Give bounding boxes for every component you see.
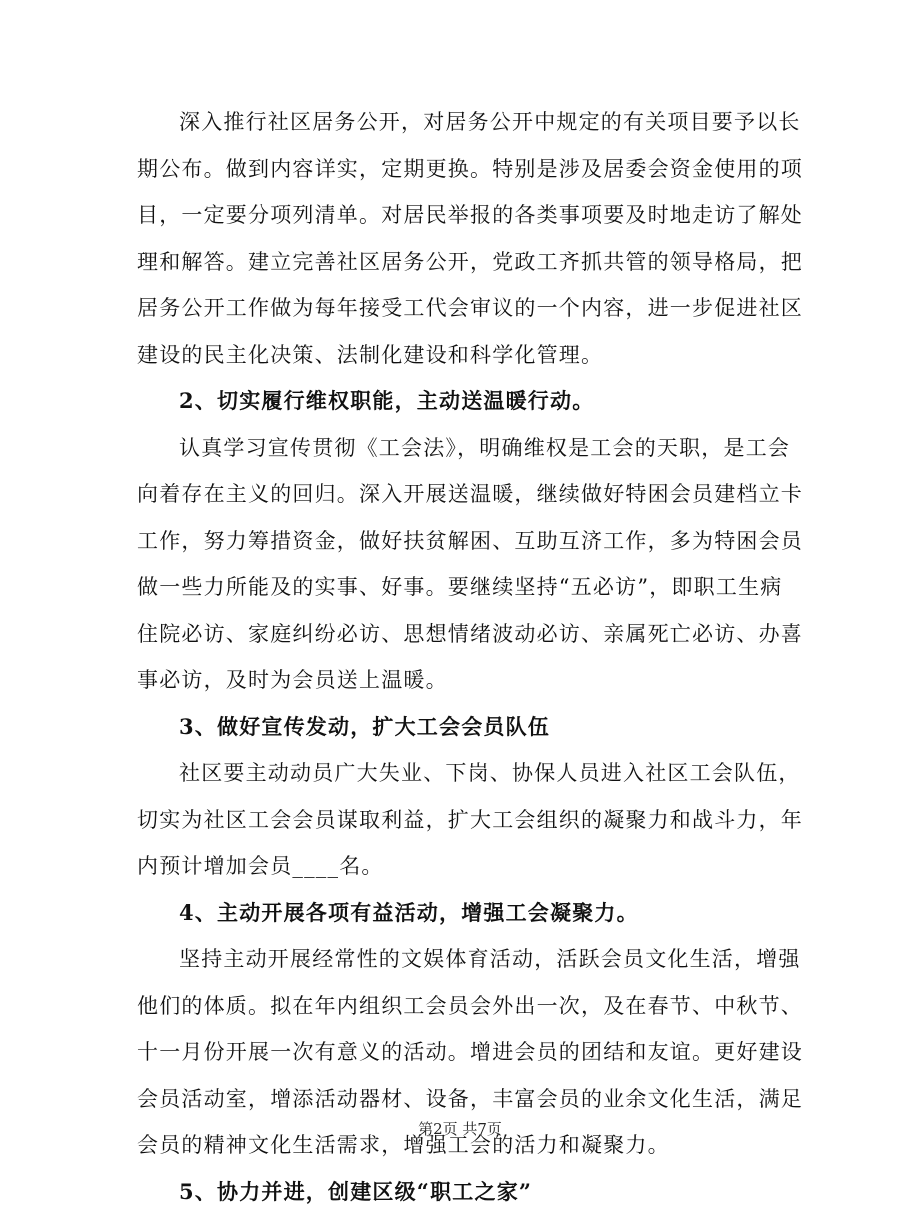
paragraph-membership [137,750,787,890]
document-body [137,99,787,1215]
text-line: 内预计增加会员____名。 [137,843,787,890]
text-line: 他们的体质。拟在年内组织工会员会外出一次，及在春节、中秋节、 [137,983,787,1030]
text-line: 坚持主动开展经常性的文娱体育活动，活跃会员文化生活，增强 [137,936,787,983]
text-line: 向着存在主义的回归。深入开展送温暖，继续做好特困会员建档立卡 [137,471,787,518]
text-line: 切实为社区工会会员谋取利益，扩大工会组织的凝聚力和战斗力，年 [137,797,787,844]
text-line: 理和解答。建立完善社区居务公开，党政工齐抓共管的领导格局，把 [137,239,787,286]
text-line: 期公布。做到内容详实，定期更换。特别是涉及居委会资金使用的项 [137,146,787,193]
page-number-footer: 第2页 共7页 [0,1118,920,1139]
text-line: 会员的精神文化生活需求，增强工会的活力和凝聚力。 [137,1122,787,1169]
section-heading-2: 2、切实履行维权职能，主动送温暖行动。 [137,378,787,425]
text-line: 工作，努力筹措资金，做好扶贫解困、互助互济工作，多为特困会员 [137,518,787,565]
text-line: 十一月份开展一次有意义的活动。增进会员的团结和友谊。更好建设 [137,1029,787,1076]
section-heading-3: 3、做好宣传发动，扩大工会会员队伍 [137,704,787,751]
text-line: 居务公开工作做为每年接受工代会审议的一个内容，进一步促进社区 [137,285,787,332]
text-line: 做一些力所能及的实事、好事。要继续坚持“五必访”，即职工生病 [137,564,787,611]
text-line: 目，一定要分项列清单。对居民举报的各类事项要及时地走访了解处 [137,192,787,239]
text-line: 事必访，及时为会员送上温暖。 [137,657,787,704]
text-line: 建设的民主化决策、法制化建设和科学化管理。 [137,332,787,379]
text-line: 认真学习宣传贯彻《工会法》，明确维权是工会的天职，是工会 [137,425,787,472]
text-line: 社区要主动动员广大失业、下岗、协保人员进入社区工会队伍， [137,750,787,797]
text-line: 住院必访、家庭纠纷必访、思想情绪波动必访、亲属死亡必访、办喜 [137,611,787,658]
section-heading-4: 4、主动开展各项有益活动，增强工会凝聚力。 [137,890,787,937]
text-line: 会员活动室，增添活动器材、设备，丰富会员的业余文化生活，满足 [137,1076,787,1123]
paragraph-residence-affairs [137,99,787,378]
text-line: 深入推行社区居务公开，对居务公开中规定的有关项目要予以长 [137,99,787,146]
paragraph-rights-protection [137,425,787,704]
section-heading-5: 5、协力并进，创建区级“职工之家” [137,1169,787,1215]
